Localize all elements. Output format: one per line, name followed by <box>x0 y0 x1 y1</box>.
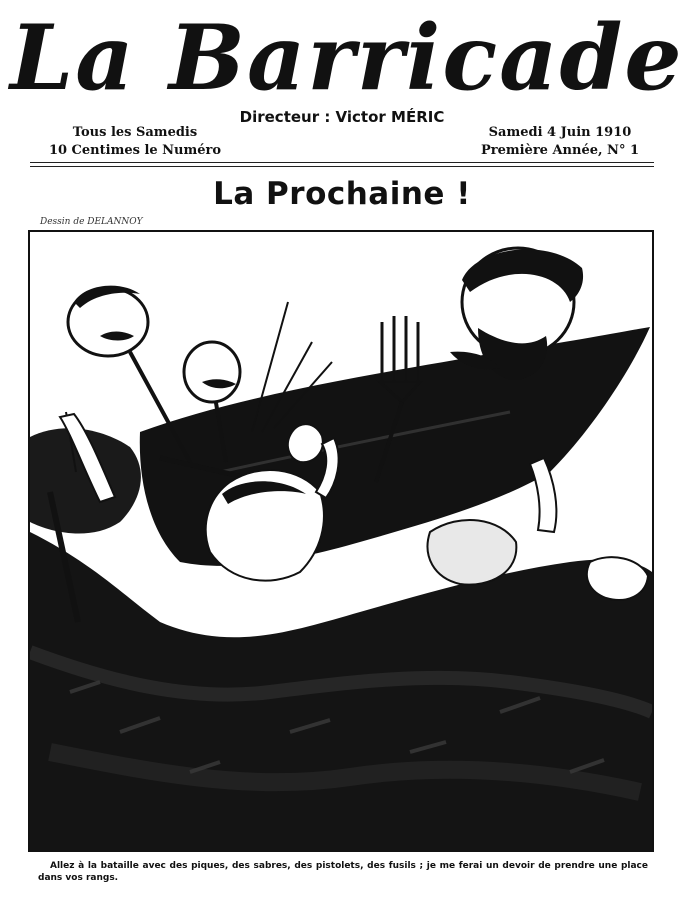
cartoon-illustration <box>30 232 652 850</box>
header-rule-top <box>30 162 654 163</box>
issue-date: Samedi 4 Juin 1910 <box>488 125 632 140</box>
right-figures <box>428 520 517 585</box>
illustration-credit: Dessin de DELANNOY <box>40 217 143 227</box>
price-text: 10 Centimes le Numéro <box>48 143 222 158</box>
frequency-text: Tous les Samedis <box>72 125 198 140</box>
illustration-caption: Allez à la bataille avec des piques, des sabres, des pistolets, des fusils ; je me ferai un devoir de prendre une place dans vos rangs. <box>38 861 648 883</box>
far-right-figure <box>587 557 648 600</box>
head-two <box>184 342 240 402</box>
issue-number: Première Année, N° 1 <box>480 143 640 158</box>
raised-fist <box>288 424 323 462</box>
illustration-frame <box>28 230 654 852</box>
director-line: Directeur : Victor MÉRIC <box>239 108 445 126</box>
newspaper-title: La Barricade <box>10 5 684 111</box>
issue-info-right <box>470 124 650 160</box>
issue-info-left <box>40 124 230 160</box>
header-rule-bottom <box>30 166 654 167</box>
headline: La Prochaine ! <box>213 176 471 212</box>
